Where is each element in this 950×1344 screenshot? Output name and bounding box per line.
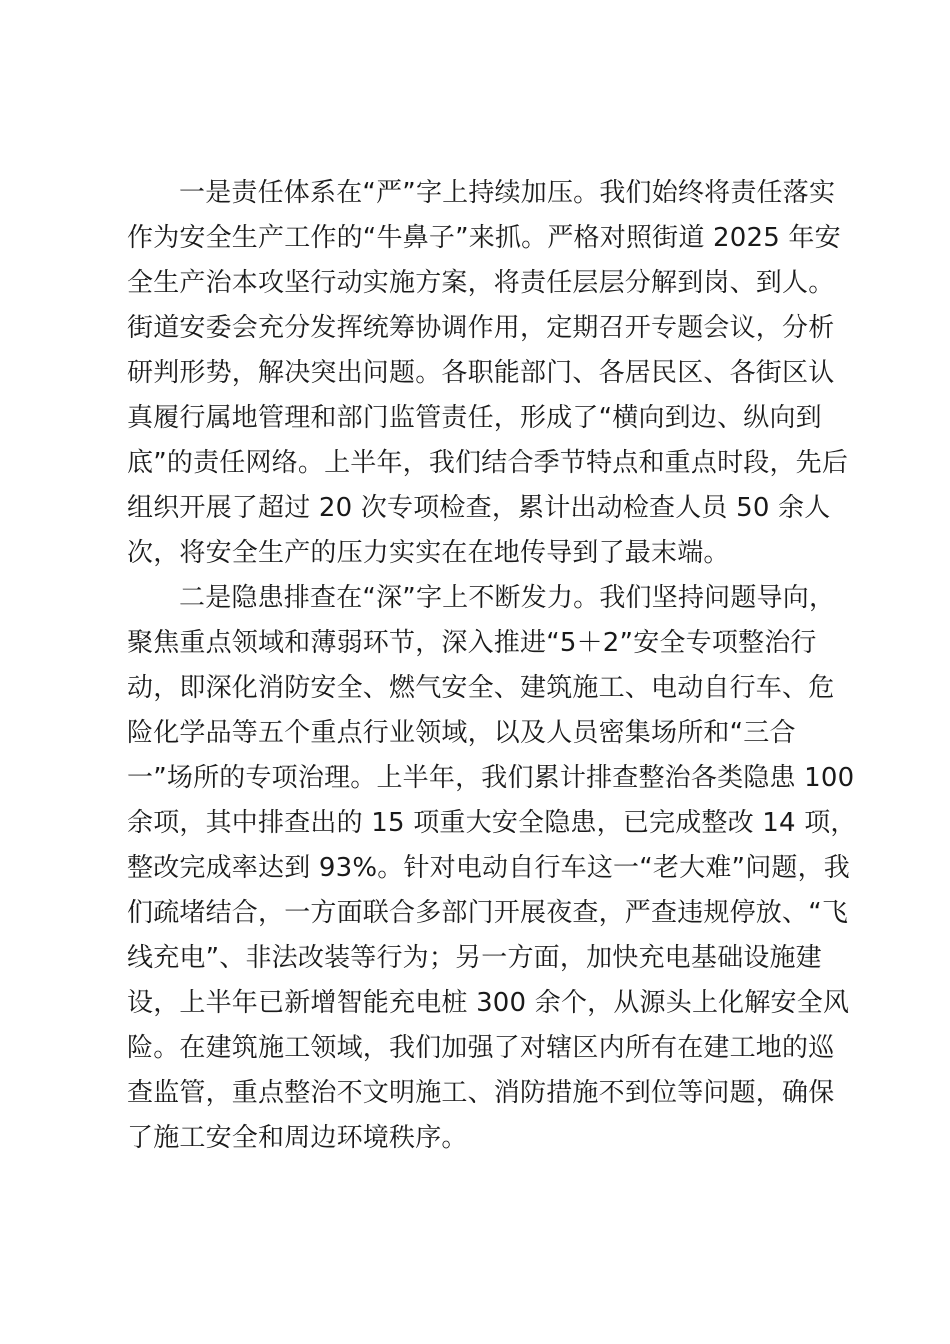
text-line: 二是隐患排查在“深”字上不断发力。我们坚持问题导向， xyxy=(179,583,836,613)
text-line: 动，即深化消防安全、燃气安全、建筑施工、电动自行车、危 xyxy=(127,673,835,703)
text-line: 聚焦重点领域和薄弱环节，深入推进“5＋2”安全专项整治行 xyxy=(127,628,817,658)
text-line: 查监管，重点整治不文明施工、消防措施不到位等问题，确保 xyxy=(127,1078,835,1108)
text-line: 险化学品等五个重点行业领域，以及人员密集场所和“三合 xyxy=(127,718,796,748)
text-line: 一”场所的专项治理。上半年，我们累计排查整治各类隐患 100 xyxy=(127,763,855,793)
document-body xyxy=(127,171,857,1161)
text-line: 整改完成率达到 93%。针对电动自行车这一“老大难”问题，我 xyxy=(127,853,850,883)
text-line: 险。在建筑施工领域，我们加强了对辖区内所有在建工地的巡 xyxy=(127,1033,835,1063)
text-line: 次，将安全生产的压力实实在在地传导到了最末端。 xyxy=(127,538,730,568)
text-line: 作为安全生产工作的“牛鼻子”来抓。严格对照街道 2025 年安 xyxy=(127,223,841,253)
text-line: 街道安委会充分发挥统筹协调作用，定期召开专题会议，分析 xyxy=(127,313,835,343)
paragraph-responsibility-system xyxy=(127,171,849,576)
text-line: 一是责任体系在“严”字上持续加压。我们始终将责任落实 xyxy=(179,178,836,208)
text-line: 真履行属地管理和部门监管责任，形成了“横向到边、纵向到 xyxy=(127,403,822,433)
text-line: 底”的责任网络。上半年，我们结合季节特点和重点时段，先后 xyxy=(127,448,849,478)
paragraph-hazard-inspection xyxy=(127,576,857,1161)
text-line: 组织开展了超过 20 次专项检查，累计出动检查人员 50 余人 xyxy=(127,493,831,523)
text-line: 研判形势，解决突出问题。各职能部门、各居民区、各街区认 xyxy=(127,358,835,388)
text-line: 全生产治本攻坚行动实施方案，将责任层层分解到岗、到人。 xyxy=(127,268,835,298)
text-line: 们疏堵结合，一方面联合多部门开展夜查，严查违规停放、“飞 xyxy=(127,898,849,928)
text-line: 线充电”、非法改装等行为；另一方面，加快充电基础设施建 xyxy=(127,943,822,973)
text-line: 了施工安全和周边环境秩序。 xyxy=(127,1123,468,1153)
text-line: 设，上半年已新增智能充电桩 300 余个，从源头上化解安全风 xyxy=(127,988,850,1018)
text-line: 余项，其中排查出的 15 项重大安全隐患，已完成整改 14 项， xyxy=(127,808,857,838)
